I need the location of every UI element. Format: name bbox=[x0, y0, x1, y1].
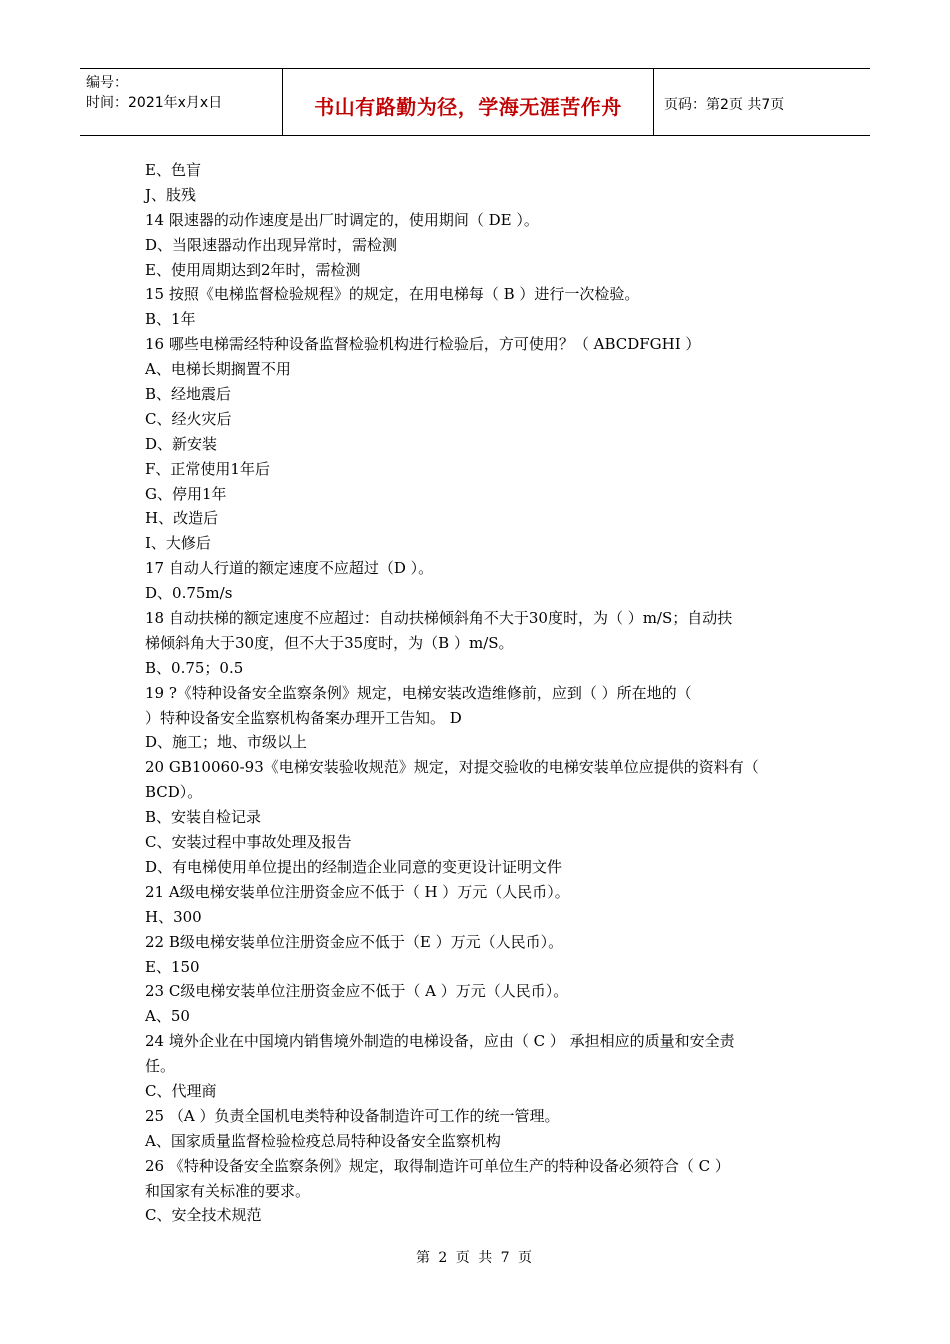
page-info: 页码：第2页 共7页 bbox=[664, 97, 785, 113]
text-line: J、肢残 bbox=[145, 185, 197, 204]
text-line: A、国家质量监督检验检疫总局特种设备安全监察机构 bbox=[145, 1131, 501, 1150]
text-line: D、施工；地、市级以上 bbox=[145, 733, 308, 752]
text-line: E、色盲 bbox=[145, 161, 201, 179]
text-line: D、0.75m/s bbox=[145, 584, 233, 603]
text-line: 24 境外企业在中国境内销售境外制造的电梯设备，应由（ C ） 承担相应的质量和安全责 bbox=[145, 1032, 735, 1051]
header-page-cell bbox=[654, 69, 870, 135]
motto-text: 书山有路勤为径，学海无涯苦作舟 bbox=[314, 94, 622, 119]
text-line: 25 （A ）负责全国机电类特种设备制造许可工作的统一管理。 bbox=[145, 1106, 560, 1125]
text-line: F、正常使用1年后 bbox=[145, 459, 270, 478]
text-line: 任。 bbox=[145, 1057, 176, 1076]
text-line: 21 A级电梯安装单位注册资金应不低于（ H ）万元（人民币）。 bbox=[145, 882, 570, 901]
text-line: B、安装自检记录 bbox=[145, 808, 262, 827]
text-line: D、有电梯使用单位提出的经制造企业同意的变更设计证明文件 bbox=[145, 857, 563, 876]
text-line: 17 自动人行道的额定速度不应超过（D ）。 bbox=[145, 559, 434, 578]
text-line: C、安全技术规范 bbox=[145, 1206, 262, 1225]
text-line: 20 GB10060-93《电梯安装验收规范》规定，对提交验收的电梯安装单位应提供的资料有（ bbox=[145, 758, 759, 777]
text-line: H、300 bbox=[145, 907, 202, 926]
text-line: A、电梯长期搁置不用 bbox=[145, 360, 291, 379]
text-line: C、代理商 bbox=[145, 1081, 217, 1100]
page-footer: 第 2 页 共 7 页 bbox=[415, 1250, 535, 1266]
text-line: C、经火灾后 bbox=[145, 409, 232, 428]
page-header bbox=[80, 68, 870, 136]
time-label: 时间：2021年x月x日 bbox=[86, 95, 223, 111]
text-line: 和国家有关标准的要求。 bbox=[145, 1181, 311, 1200]
text-line: 19 ?《特种设备安全监察条例》规定，电梯安装改造维修前，应到（ ）所在地的（ bbox=[145, 683, 692, 702]
header-left-cell bbox=[80, 69, 282, 135]
text-line: E、使用周期达到2年时，需检测 bbox=[145, 260, 361, 279]
text-line: ）特种设备安全监察机构备案办理开工告知。 D bbox=[145, 708, 462, 727]
text-line: B、1年 bbox=[145, 310, 196, 329]
text-line: 23 C级电梯安装单位注册资金应不低于（ A ）万元（人民币）。 bbox=[145, 982, 569, 1001]
text-line: H、改造后 bbox=[145, 509, 219, 528]
text-line: C、安装过程中事故处理及报告 bbox=[145, 833, 352, 852]
text-line: A、50 bbox=[145, 1007, 190, 1026]
text-line: 26 《特种设备安全监察条例》规定，取得制造许可单位生产的特种设备必须符合（ C ） bbox=[145, 1156, 730, 1175]
text-line: 14 限速器的动作速度是出厂时调定的，使用期间（ DE ）。 bbox=[145, 210, 539, 229]
text-line: B、0.75；0.5 bbox=[145, 658, 244, 677]
text-line: 梯倾斜角大于30度，但不大于35度时，为（B ）m/S。 bbox=[145, 633, 514, 652]
text-line: D、当限速器动作出现异常时，需检测 bbox=[145, 235, 398, 254]
text-line: G、停用1年 bbox=[145, 484, 227, 503]
text-line: BCD）。 bbox=[145, 783, 203, 802]
text-line: B、经地震后 bbox=[145, 385, 232, 404]
text-line: E、150 bbox=[145, 957, 200, 976]
header-motto-cell bbox=[282, 69, 654, 135]
text-line: 16 哪些电梯需经特种设备监督检验机构进行检验后，方可使用？（ ABCDFGHI ） bbox=[145, 335, 701, 354]
text-line: 22 B级电梯安装单位注册资金应不低于（E ）万元（人民币）。 bbox=[145, 932, 564, 951]
text-line: D、新安装 bbox=[145, 434, 218, 453]
text-line: I、大修后 bbox=[145, 534, 211, 553]
text-line: 18 自动扶梯的额定速度不应超过：自动扶梯倾斜角不大于30度时，为（ ）m/S；自动扶 bbox=[145, 609, 733, 628]
document-body bbox=[145, 158, 810, 1228]
text-line: 15 按照《电梯监督检验规程》的规定，在用电梯每（ B ）进行一次检验。 bbox=[145, 285, 640, 304]
number-label: 编号： bbox=[86, 75, 128, 91]
